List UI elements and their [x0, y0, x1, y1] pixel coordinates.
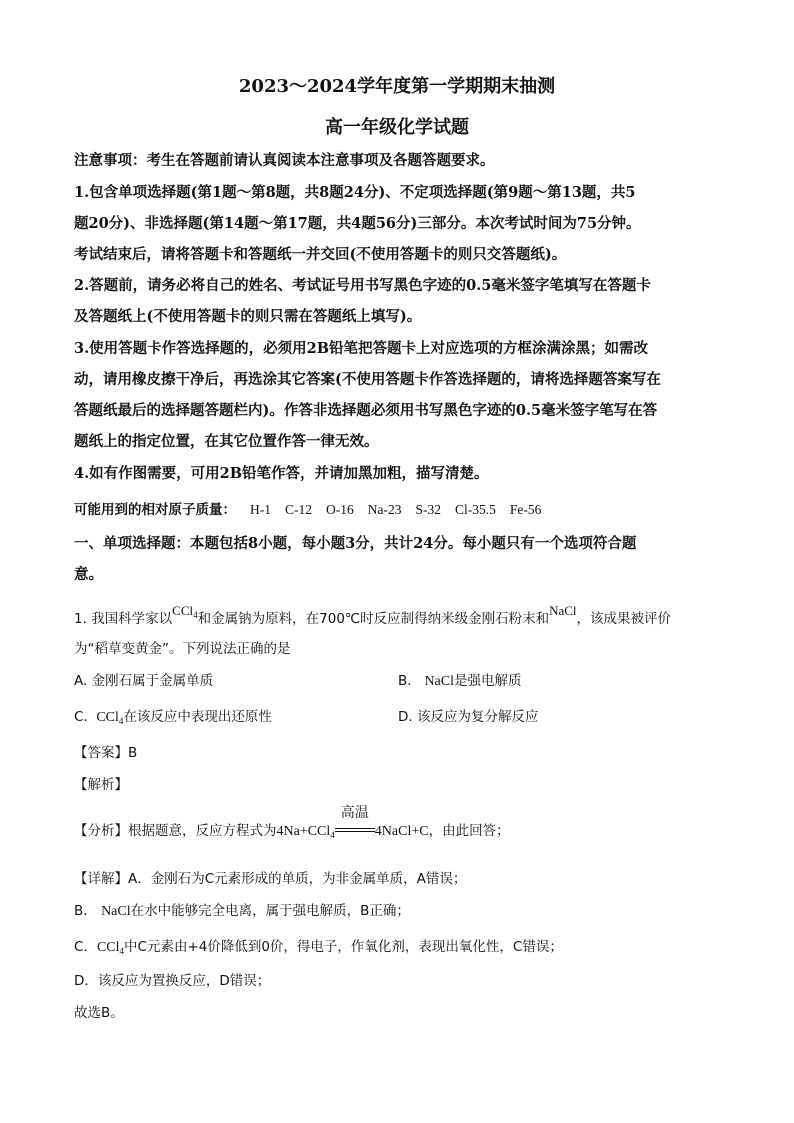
question-1-stem-line2: 为“稻草变黄金”。下列说法正确的是 — [74, 641, 291, 657]
notice-line: 2.答题前，请务必将自己的姓名、考试证号用书写黑色字迹的0.5毫米签字笔填写在答题卡 — [74, 277, 651, 294]
section-heading-cont: 意。 — [74, 566, 103, 583]
question-1-stem: 1. 我国科学家以CCl$_4$和金属钠为原料，在700℃时反应制得纳米级金刚石粉末和NaCl，该成果被评价 — [74, 603, 672, 627]
notice-line: 动，请用橡皮擦干净后，再选涂其它答案(不使用答题卡作答选择题的，请将选择题答案写在 — [74, 371, 661, 388]
chem-formula-ccl4: CCl$_4$ — [172, 603, 198, 620]
notice-line: 3.使用答题卡作答选择题的，必须用2B铅笔把答题卡上对应选项的方框涂满涂黑；如需改 — [74, 340, 648, 357]
reaction-condition: 高温 — [340, 805, 369, 821]
notice-line: 4.如有作图需要，可用2B铅笔作答，并请加黑加粗，描写清楚。 — [74, 465, 489, 482]
equation-left: 4Na+CCl$_4$ — [276, 824, 335, 840]
option-d: D. 该反应为复分解反应 — [398, 709, 539, 725]
detail-line-a: 【详解】A．金刚石为C元素形成的单质，为非金属单质，A错误； — [74, 871, 467, 887]
answer-line — [74, 744, 137, 762]
detail-conclusion: 故选B。 — [74, 1005, 124, 1021]
notice-line: 答题纸最后的选择题答题栏内)。作答非选择题必须用书写黑色字迹的0.5毫米签字笔写在答 — [74, 402, 658, 419]
answer-label: 【答案】 — [74, 745, 128, 761]
atomic-masses-label: 可能用到的相对原子质量： — [74, 502, 236, 518]
exam-subtitle: 高一年级化学试题 — [325, 117, 469, 138]
detail-line-d: D．该反应为置换反应，D错误； — [74, 973, 271, 989]
atomic-mass-item: C-12 — [285, 502, 312, 517]
exam-title: 2023～2024学年度第一学期期末抽测 — [238, 76, 556, 97]
notice-line: 题纸上的指定位置，在其它位置作答一律无效。 — [74, 433, 379, 450]
notice-line: 题20分)、非选择题(第14题～第17题，共4题56分)三部分。本次考试时间为75分钟。 — [74, 215, 641, 232]
notice-line: 1.包含单项选择题(第1题～第8题，共8题24分)、不定项选择题(第9题～第13题，共5 — [74, 184, 636, 201]
option-b: B. NaCl是强电解质 — [398, 673, 522, 689]
analysis-label: 【解析】 — [74, 777, 128, 793]
notice-line: 考试结束后，请将答题卡和答题纸一并交回(不使用答题卡的则只交答题纸)。 — [74, 246, 567, 263]
atomic-mass-item: H-1 — [250, 502, 271, 517]
atomic-mass-item: Fe-56 — [509, 502, 542, 517]
notice-line: 及答题纸上(不使用答题卡的则只需在答题纸上填写)。 — [74, 308, 422, 325]
equation-right: 4NaCl+C — [374, 824, 429, 839]
atomic-mass-item: O-16 — [326, 502, 354, 517]
reaction-arrow — [335, 805, 375, 840]
atomic-masses — [74, 498, 541, 518]
option-c: C. CCl$_4$在该反应中表现出还原性 — [74, 709, 272, 726]
detail-line-b: B． NaCl在水中能够完全电离，属于强电解质，B正确； — [74, 903, 410, 919]
section-heading: 一、单项选择题：本题包括8小题，每小题3分，共计24分。每小题只有一个选项符合题 — [74, 535, 637, 552]
analysis-line: 【分析】根据题意，反应方程式为4Na+CCl$_4$ 高温 4NaCl+C，由此回答； — [74, 805, 510, 840]
atomic-mass-item: S-32 — [415, 502, 442, 517]
notice-heading: 注意事项：考生在答题前请认真阅读本注意事项及各题答题要求。 — [74, 152, 495, 169]
option-a: A. 金刚石属于金属单质 — [74, 673, 214, 689]
atomic-mass-item: Cl-35.5 — [455, 502, 496, 517]
chem-formula-nacl: NaCl — [549, 603, 577, 618]
atomic-mass-item: Na-23 — [367, 502, 402, 517]
detail-line-c: C．CCl$_4$中C元素由+4价降低到0价，得电子，作氧化剂，表现出氧化性，C错误； — [74, 939, 563, 956]
answer-value: B — [128, 745, 138, 761]
